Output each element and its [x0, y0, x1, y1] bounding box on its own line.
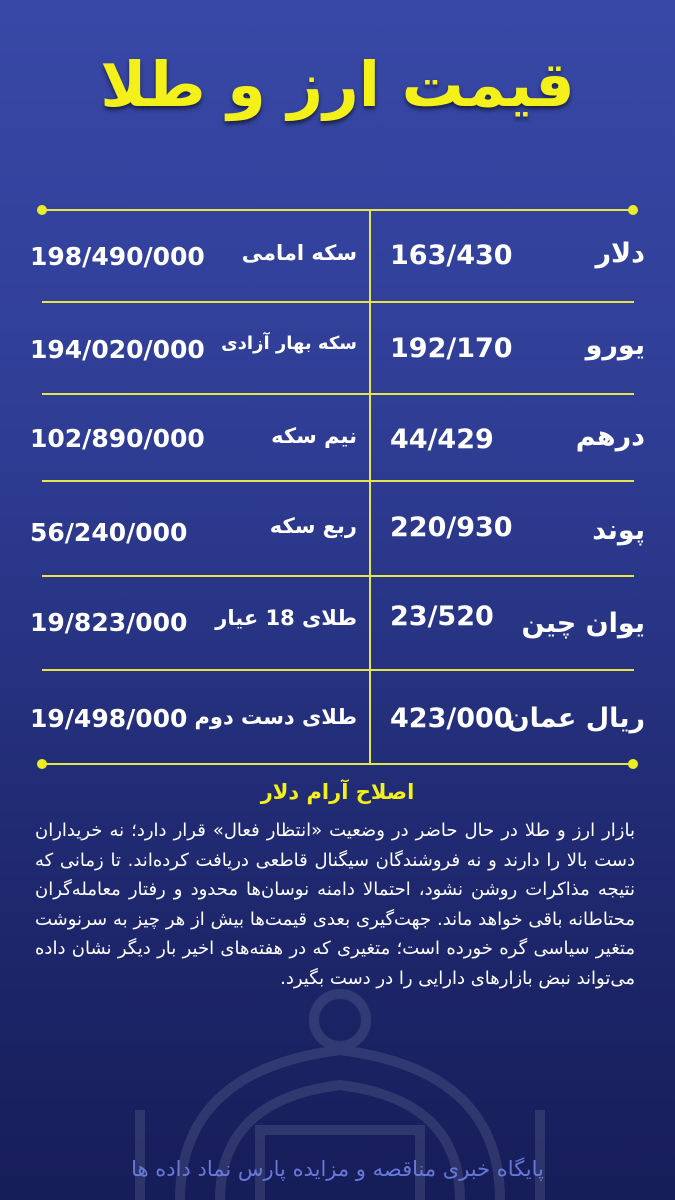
- footer-source: پایگاه خبری مناقصه و مزایده پارس نماد داده ها: [131, 1157, 544, 1181]
- gold-value: 19/498/000: [30, 704, 188, 733]
- analysis-paragraph: بازار ارز و طلا در حال حاضر در وضعیت «انتظار فعال» قرار دارد؛ نه خریداران دست بالا را دارند و نه فروشندگان سیگنال قاطعی دریافت کرده‌اند. تا زمانی که نتیجه مذاکرات روشن نشود، احتمالا دامنه نوسان‌ها محدود و رفتار معامله‌گران محتاطانه باقی خواهد ماند. جهت‌گیری بعدی قیمت‌ها بیش از هر چیز به سرنوشت متغیر سیاسی گره خورده است؛ متغیری که در هفته‌های اخیر بار دیگر نشان داده می‌تواند نبض بازارهای دارایی را در دست بگیرد.: [35, 820, 635, 989]
- gold-name: ربع سکه: [269, 514, 357, 538]
- table-divider: [42, 575, 634, 577]
- gold-value: 19/823/000: [30, 608, 188, 637]
- gold-value: 198/490/000: [30, 242, 205, 271]
- currency-name: پوند: [592, 515, 645, 546]
- page-title: قیمت ارز و طلا: [100, 48, 575, 121]
- currency-name: یورو: [585, 330, 645, 361]
- currency-value: 192/170: [390, 333, 513, 364]
- gold-value: 56/240/000: [30, 518, 188, 547]
- analysis-heading: اصلاح آرام دلار: [260, 780, 415, 804]
- table-divider: [42, 209, 634, 211]
- table-divider: [42, 393, 634, 395]
- gold-name: سکه امامی: [241, 241, 357, 265]
- gold-value: 194/020/000: [30, 335, 205, 364]
- table-bottom-right-dot: [628, 759, 638, 769]
- currency-value: 423/000: [390, 703, 513, 734]
- table-bottom-left-dot: [37, 759, 47, 769]
- table-divider: [42, 669, 634, 671]
- gold-name: طلای 18 عیار: [215, 606, 357, 630]
- table-column-divider: [369, 210, 371, 765]
- table-divider: [42, 480, 634, 482]
- currency-name: دلار: [595, 238, 645, 269]
- currency-name: درهم: [575, 421, 645, 452]
- gold-name: نیم سکه: [271, 424, 357, 448]
- table-divider: [42, 763, 634, 765]
- gold-name: سکه بهار آزادی: [221, 333, 357, 354]
- currency-name: یوان چین: [521, 608, 645, 639]
- currency-value: 44/429: [390, 424, 494, 455]
- table-divider: [42, 301, 634, 303]
- currency-value: 163/430: [390, 240, 513, 271]
- currency-value: 220/930: [390, 512, 513, 543]
- gold-value: 102/890/000: [30, 424, 205, 453]
- currency-value: 23/520: [390, 601, 494, 632]
- currency-name: ریال عمان: [506, 703, 645, 734]
- gold-name: طلای دست دوم: [194, 705, 357, 729]
